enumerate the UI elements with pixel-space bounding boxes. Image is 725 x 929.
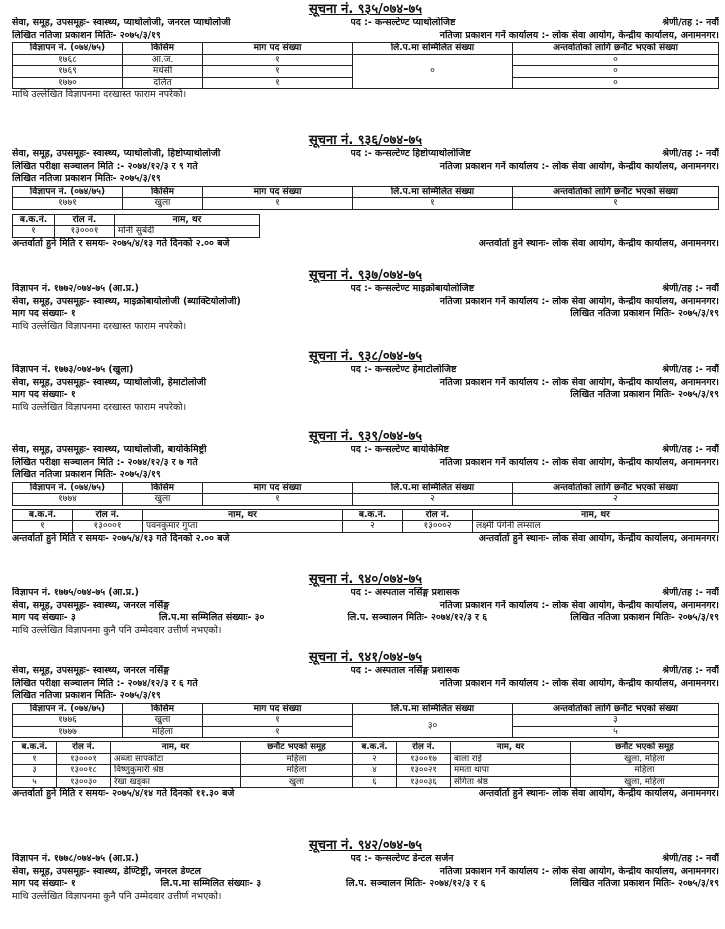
notice-941 <box>12 650 719 801</box>
notice-title: सूचना नं. ९४२/०७४-७५ <box>308 838 423 853</box>
notice-title: सूचना नं. ९४१/०७४-७५ <box>308 650 423 665</box>
table-row: ५ १३००३० रेखा खड्का खुला ६ १३००३६ संगिता श्रेष्ठ खुला, महिला <box>13 776 719 788</box>
notice-940 <box>12 572 719 637</box>
notice-line: लिखित नतिजा प्रकाशन मितिः- २०७५/३/१९ नतिजा प्रकाशन गर्ने कार्यालय :- लोक सेवा आयोग, केन्द्रीय कार्यालय, अनामनगर। <box>12 29 719 41</box>
table-row: १७६८ आ.ज. १ ० ० <box>13 54 719 66</box>
notice-title: सूचना नं. ९४०/०७४-७५ <box>308 572 423 587</box>
notice-line: लिखित परीक्षा सञ्चालन मिति :- २०७४/१२/३ र ६ गते नतिजा प्रकाशन गर्ने कार्यालय :- लोक सेवा आयोग, केन्द्रीय कार्यालय, अनामनगर। <box>12 677 719 689</box>
table-row: १७७६ खुला १ ३० ३ <box>13 715 719 727</box>
notice-line: विज्ञापन नं. १७७८/०७४-७५ (आ.प्र.) पद :- कन्सल्टेण्ट डेन्टल सर्जन श्रेणी/तह :- नवौं <box>12 853 719 864</box>
interview-line: अन्तर्वार्ता हुने मिति र समयः- २०७५/४/१३ गते दिनको २.०० बजे अन्तर्वार्ता हुने स्थानः- लोक सेवा आयोग, केन्द्रीय कार्यालय, अनामनगर। <box>12 237 719 249</box>
notice-line: सेवा, समूह, उपसमूहः- स्वास्थ्य, डेण्टिष्ट्री, जनरल डेण्टल नतिजा प्रकाशन गर्ने कार्यालय :- लोक सेवा आयोग, केन्द्रीय कार्यालय, अनामनगर। <box>12 865 719 877</box>
notice-937 <box>12 268 719 333</box>
notice-line: विज्ञापन नं. १७७५/०७४-७५ (आ.प्र.) पद :- अस्पताल नर्सिङ्ग प्रशासक श्रेणी/तह :- नवौं <box>12 587 719 598</box>
notice-line: लिखित नतिजा प्रकाशन मितिः- २०७५/३/१९ <box>12 690 161 701</box>
interview-line: अन्तर्वार्ता हुने मिति र समयः- २०७५/४/१३ गते दिनको २.०० बजे अन्तर्वार्ता हुने स्थानः- लोक सेवा आयोग, केन्द्रीय कार्यालय, अनामनगर। <box>12 532 719 544</box>
candidate-table: ब.क.नं. रोल नं. नाम, थर १ १३०००१ मोनी सुबेदी <box>12 214 260 238</box>
result-table: विज्ञापन नं. (०७४/७५) किसिम माग पद संख्या लि.प.मा सम्मिलित संख्या अन्तर्वार्ताको लागि छनौट भएको संख्या १७७४ खुला १ २ २ <box>12 482 719 506</box>
candidate-table: ब.क.नं. रोल नं. नाम, थर ब.क.नं. रोल नं. नाम, थर १ १३०००१ पवनकुमार गुप्ता २ १३०००२ लक्ष्मी पंगेनी लम्साल <box>12 509 719 533</box>
notice-line: लिखित नतिजा प्रकाशन मितिः- २०७५/३/१९ <box>12 469 161 480</box>
notice-939 <box>12 429 719 545</box>
notice-938 <box>12 349 719 414</box>
notice-line: माग पद संख्याः- ३ लि.प.मा सम्मिलित संख्याः- ३० लि.प. सञ्चालन मितिः- २०७४/१२/३ र ६ लिखित नतिजा प्रकाशन मितिः- २०७५/३/१९ <box>12 612 719 623</box>
notice-935 <box>12 2 719 102</box>
notice-line: माग पद संख्याः- १ लि.प.मा सम्मिलित संख्याः- ३ लि.प. सञ्चालन मितिः- २०७४/१२/३ र ६ लिखित नतिजा प्रकाशन मितिः- २०७५/३/१९ <box>12 878 719 889</box>
notice-line: सेवा, समूह, उपसमूहः- स्वास्थ्य, प्याथोलोजी, जनरल प्याथोलोजी पद :- कन्सल्टेण्ट प्याथोलोजिष्ट श्रेणी/तह :- नवौं <box>12 17 719 28</box>
notice-note: माथि उल्लेखित विज्ञापनमा दरखास्त फाराम नपरेको। <box>12 89 187 100</box>
notice-note: माथि उल्लेखित विज्ञापनमा दरखास्त फाराम नपरेको। <box>12 401 187 413</box>
notice-title: सूचना नं. ९३५/०७४-७५ <box>308 2 423 17</box>
notice-title: सूचना नं. ९३६/०७४-७५ <box>308 133 423 148</box>
table-row: १ १३०००१ अब्जा सापकोटा महिला २ १३००१७ बाला राई खुला, महिला <box>13 753 719 765</box>
notice-note: माथि उल्लेखित विज्ञापनमा कुनै पनि उम्मेदवार उत्तीर्ण नभएको। <box>12 624 222 636</box>
notice-936 <box>12 133 719 250</box>
notice-note: माथि उल्लेखित विज्ञापनमा कुनै पनि उम्मेदवार उत्तीर्ण नभएको। <box>12 890 222 902</box>
notice-line: सेवा, समूह, उपसमूहः- स्वास्थ्य, प्याथोलोजी, हेमाटोलोजी नतिजा प्रकाशन गर्ने कार्यालय :- लोक सेवा आयोग, केन्द्रीय कार्यालय, अनामनगर। <box>12 376 719 388</box>
notice-title: सूचना नं. ९३९/०७४-७५ <box>308 429 423 444</box>
notice-line: सेवा, समूह, उपसमूहः- स्वास्थ्य, जनरल नर्सिङ्ग नतिजा प्रकाशन गर्ने कार्यालय :- लोक सेवा आयोग, केन्द्रीय कार्यालय, अनामनगर। <box>12 599 719 611</box>
table-row: १ १३०००१ पवनकुमार गुप्ता २ १३०००२ लक्ष्मी पंगेनी लम्साल <box>13 521 719 533</box>
notice-line: लिखित परीक्षा सञ्चालन मिति :- २०७४/१२/३ र ९ गते नतिजा प्रकाशन गर्ने कार्यालय :- लोक सेवा आयोग, केन्द्रीय कार्यालय, अनामनगर। <box>12 160 719 172</box>
notice-line: सेवा, समूह, उपसमूहः- स्वास्थ्य, प्याथोलोजी, बायोकेमिष्ट्री पद :- कन्सल्टेण्ट बायोकेमिष्ट श्रेणी/तह :- नवौं <box>12 444 719 455</box>
table-row: १७७४ खुला १ २ २ <box>13 494 719 506</box>
notice-line: लिखित परीक्षा सञ्चालन मिति :- २०७४/१२/३ र ७ गते नतिजा प्रकाशन गर्ने कार्यालय :- लोक सेवा आयोग, केन्द्रीय कार्यालय, अनामनगर। <box>12 456 719 468</box>
table-row: ३ १३००१८ विष्णुकुमारी श्रेष्ठ महिला ४ १३००२१ ममता थापा महिला <box>13 765 719 777</box>
notice-title: सूचना नं. ९३८/०७४-७५ <box>308 349 423 364</box>
notice-line: लिखित नतिजा प्रकाशन मितिः- २०७५/३/१९ <box>12 173 161 184</box>
result-table: विज्ञापन नं. (०७४/७५) किसिम माग पद संख्या लि.प.मा सम्मिलित संख्या अन्तर्वार्ताको लागि छनौट भएको संख्या १७६८ आ.ज. १ ० ० १७६९ मधेसी १ ० १७७० दलित १ ० <box>12 42 719 89</box>
notice-title: सूचना नं. ९३७/०७४-७५ <box>308 268 423 283</box>
notice-line: सेवा, समूह, उपसमूहः- स्वास्थ्य, जनरल नर्सिङ्ग पद :- अस्पताल नर्सिङ्ग प्रशासक श्रेणी/तह :- नवौं <box>12 665 719 676</box>
result-table: विज्ञापन नं. (०७४/७५) किसिम माग पद संख्या लि.प.मा सम्मिलित संख्या अन्तर्वार्ताको लागि छनौट भएको संख्या १७७१ खुला १ १ १ <box>12 186 719 210</box>
table-row: १७७० दलित १ ० <box>13 77 719 89</box>
notice-line: विज्ञापन नं. १७७३/०७४-७५ (खुला) पद :- कन्सल्टेण्ट हेमाटोलोजिष्ट श्रेणी/तह :- नवौं <box>12 364 719 375</box>
notice-line: विज्ञापन नं. १७७२/०७४-७५ (आ.प्र.) पद :- कन्सल्टेण्ट माइक्रोबायोलोजिष्ट श्रेणी/तह :- नवौं <box>12 283 719 294</box>
notice-line: माग पद संख्याः- १ लिखित नतिजा प्रकाशन मितिः- २०७५/३/१९ <box>12 308 719 319</box>
table-row: १७६९ मधेसी १ ० <box>13 66 719 78</box>
result-table: विज्ञापन नं. (०७४/७५) किसिम माग पद संख्या लि.प.मा सम्मिलित संख्या अन्तर्वार्ताको लागि छनौट भएको संख्या १७७६ खुला १ ३० ३ १७७७ महिला १ ५ <box>12 703 719 739</box>
candidate-table: ब.क.नं. रोल नं. नाम, थर छनौट भएको समूह ब.क.नं. रोल नं. नाम, थर छनौट भएको समूह १ १३०००१ अब्जा सापकोटा महिला २ १३००१७ बाला राई खुला, महिला ३ १३००१८ विष्णुकुमारी श्रेष्ठ महिला ४ १३००२१ ममता थापा महिला ५ १३००३० रेखा खड्का खुला ६ १३००३६ संगिता श्रेष्ठ खुला, महिला <box>12 741 719 788</box>
notice-942 <box>12 838 719 903</box>
interview-line: अन्तर्वार्ता हुने मिति र समयः- २०७५/४/१४ गते दिनको ११.३० बजे अन्तर्वार्ता हुने स्थानः- लोक सेवा आयोग, केन्द्रीय कार्यालय, अनामनगर। <box>12 788 719 799</box>
table-row: १७७१ खुला १ १ १ <box>13 198 719 210</box>
table-row: १ १३०००१ मोनी सुबेदी <box>13 226 260 238</box>
notice-line: सेवा, समूह, उपसमूहः- स्वास्थ्य, माइक्रोबायोलोजी (ब्याक्टियोलोजी) नतिजा प्रकाशन गर्ने कार्यालय :- लोक सेवा आयोग, केन्द्रीय कार्यालय, अनामनगर। <box>12 295 719 307</box>
notice-line: माग पद संख्याः- १ लिखित नतिजा प्रकाशन मितिः- २०७५/३/१९ <box>12 389 719 400</box>
notice-line: सेवा, समूह, उपसमूहः- स्वास्थ्य, प्याथोलोजी, हिष्टोप्याथोलोजी पद :- कन्सल्टेण्ट हिष्टोप्याथोलोजिष्ट श्रेणी/तह :- नवौं <box>12 148 719 159</box>
table-row: १७७७ महिला १ ५ <box>13 726 719 738</box>
notice-note: माथि उल्लेखित विज्ञापनमा दरखास्त फाराम नपरेको। <box>12 320 187 332</box>
